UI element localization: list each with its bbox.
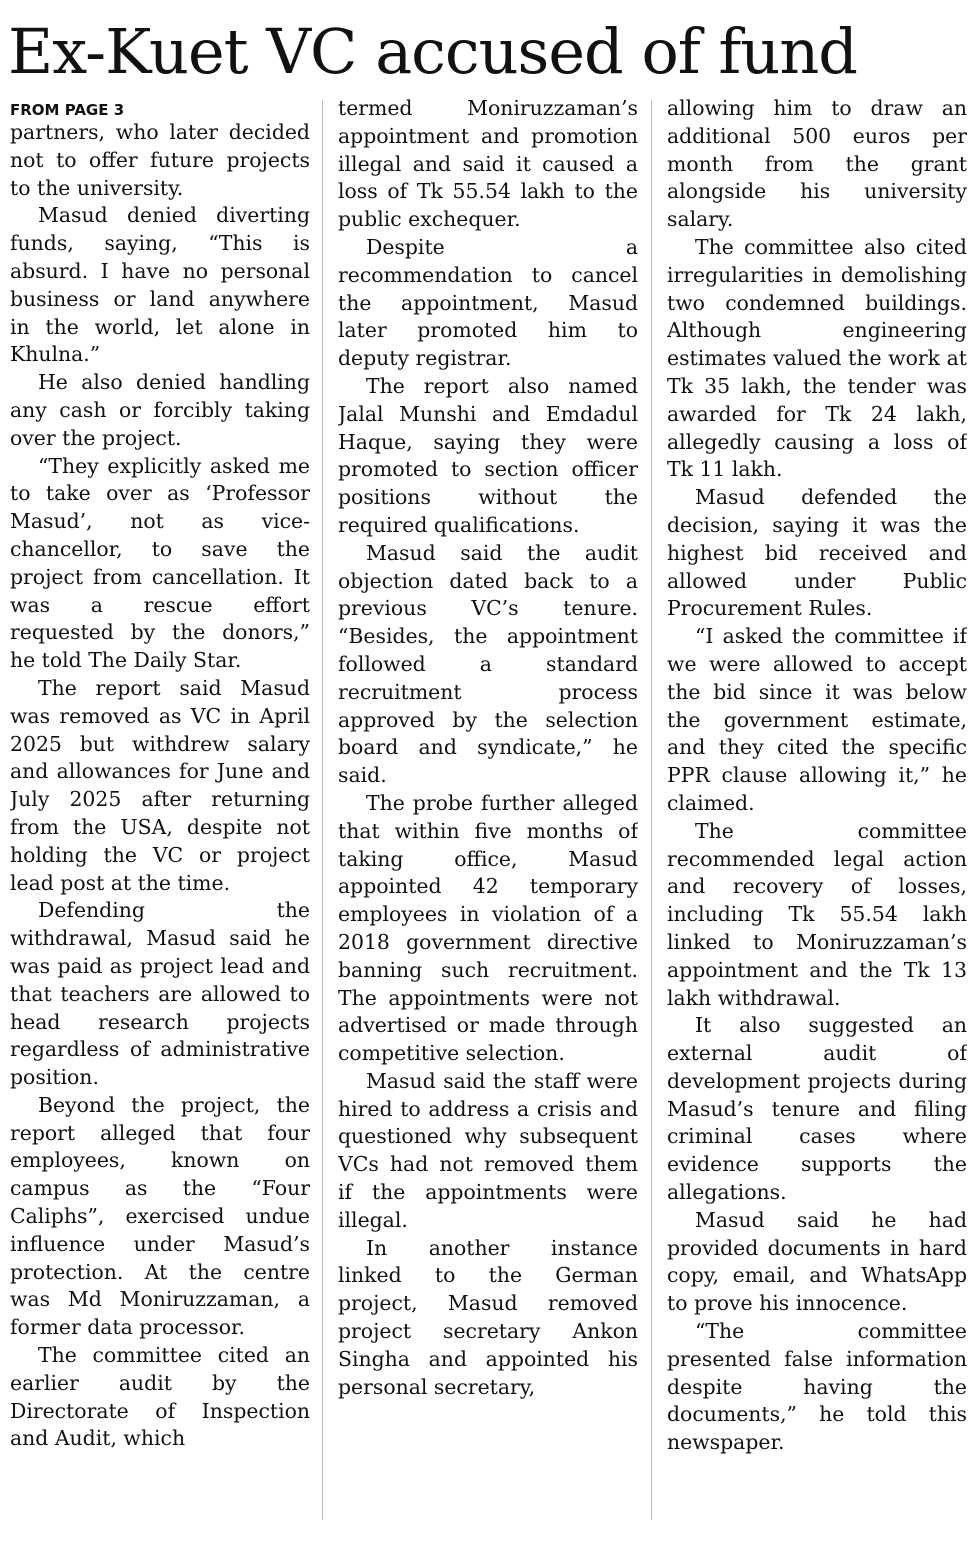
paragraph: Masud defended the decision, saying it was the highest bid received and allowed under Public Procurement Rules. — [667, 485, 967, 621]
paragraph: termed Moniruzzaman’s appointment and promotion illegal and said it caused a loss of Tk 55.54 lakh to the public exchequer. — [338, 96, 638, 232]
continued-from-label: FROM PAGE 3 — [10, 101, 125, 119]
paragraph: Defending the withdrawal, Masud said he was paid as project lead and that teachers are allowed to head research projects regardless of administrative position. — [10, 898, 310, 1090]
paragraph: Beyond the project, the report alleged that four employees, known on campus as the “Four Caliphs”, exercised undue influence under Masud’s protection. At the centre was Md Moniruzzaman, a former data processor. — [10, 1092, 310, 1340]
article-column-3 — [667, 95, 967, 1525]
paragraph: It also suggested an external audit of development projects during Masud’s tenure and filing criminal cases where evidence supports the allegations. — [667, 1013, 967, 1205]
article-column-1 — [10, 119, 310, 1549]
paragraph: The committee cited an earlier audit by the Directorate of Inspection and Audit, which — [10, 1343, 310, 1451]
paragraph: Masud said the audit objection dated back to a previous VC’s tenure. “Besides, the appointment followed a standard recruitment process approved by the selection board and syndicate,” he said. — [338, 540, 638, 788]
article-body — [0, 95, 977, 1525]
paragraph: Despite a recommendation to cancel the appointment, Masud later promoted him to deputy registrar. — [338, 234, 638, 371]
article-column-2 — [338, 95, 638, 1525]
paragraph: The committee recommended legal action and recovery of losses, including Tk 55.54 lakh linked to Moniruzzaman’s appointment and the Tk 13 lakh withdrawal. — [667, 818, 967, 1010]
paragraph: The report said Masud was removed as VC in April 2025 but withdrew salary and allowances for June and July 2025 after returning from the USA, despite not holding the VC or project lead post at the time. — [10, 675, 310, 895]
headline: Ex-Kuet VC accused of fund — [8, 15, 857, 88]
paragraph: partners, who later decided not to offer future projects to the university. — [10, 120, 310, 200]
paragraph: allowing him to draw an additional 500 euros per month from the grant alongside his university salary. — [667, 96, 967, 232]
paragraph: The probe further alleged that within five months of taking office, Masud appointed 42 temporary employees in violation of a 2018 government directive banning such recruitment. The appointments were not advertised or made through competitive selection. — [338, 790, 638, 1066]
paragraph: “I asked the committee if we were allowed to accept the bid since it was below the government estimate, and they cited the specific PPR clause allowing it,” he claimed. — [667, 624, 967, 815]
paragraph: The committee also cited irregularities in demolishing two condemned buildings. Although engineering estimates valued the work at Tk 35 lakh, the tender was awarded for Tk 24 lakh, allegedly causing a loss of Tk 11 lakh. — [667, 234, 967, 482]
paragraph: In another instance linked to the German project, Masud removed project secretary Ankon Singha and appointed his personal secretary, — [338, 1235, 638, 1399]
paragraph: “They explicitly asked me to take over as ‘Professor Masud’, not as vice-chancellor, to save the project from cancellation. It was a rescue effort requested by the donors,” he told The Daily Star. — [10, 453, 310, 673]
paragraph: Masud denied diverting funds, saying, “This is absurd. I have no personal business or land anywhere in the world, let alone in Khulna.” — [10, 203, 310, 367]
paragraph: He also denied handling any cash or forcibly taking over the project. — [10, 370, 310, 450]
paragraph: The report also named Jalal Munshi and Emdadul Haque, saying they were promoted to section officer positions without the required qualifications. — [338, 373, 638, 537]
paragraph: Masud said he had provided documents in hard copy, email, and WhatsApp to prove his innocence. — [667, 1207, 967, 1316]
paragraph: Masud said the staff were hired to address a crisis and questioned why subsequent VCs had not removed them if the appointments were illegal. — [338, 1068, 638, 1232]
paragraph: “The committee presented false information despite having the documents,” he told this newspaper. — [667, 1319, 967, 1455]
